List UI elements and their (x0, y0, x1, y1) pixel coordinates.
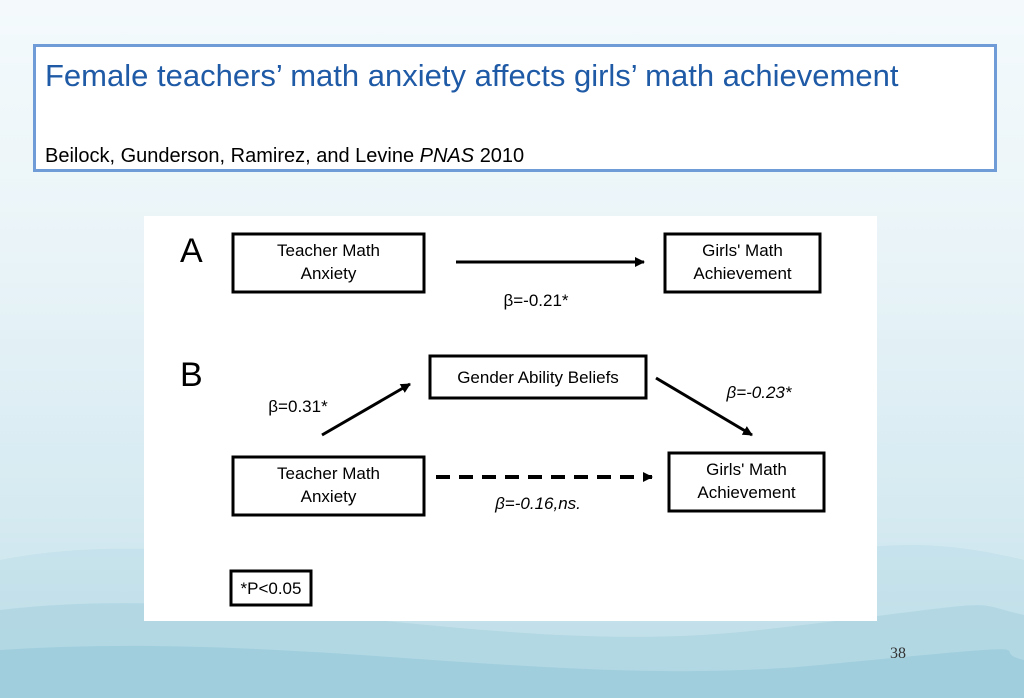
panel-b-target-line-2: Achievement (697, 483, 796, 502)
page-number: 38 (890, 645, 906, 662)
panel-a-edge-label: β=-0.21* (503, 291, 569, 310)
mediation-diagram (144, 216, 877, 621)
panel-b-source-line-1: Teacher Math (277, 464, 380, 483)
panel-b-target-line-1: Girls' Math (706, 460, 787, 479)
panel-b-edge-direct: β=-0.16,ns. (495, 494, 581, 513)
citation-journal: PNAS (419, 145, 475, 167)
mediation-figure (144, 216, 877, 621)
panel-b-edge-mediator-target: β=-0.23* (726, 383, 792, 402)
panel-a-target-line-2: Achievement (693, 264, 792, 283)
footnote-text: *P<0.05 (240, 579, 302, 598)
panel-a-target-line-1: Girls' Math (702, 241, 783, 260)
panel-b-edge-source-mediator: β=0.31* (268, 397, 328, 416)
panel-a-source-line-1: Teacher Math (277, 241, 380, 260)
panel-a-source-line-2: Anxiety (300, 264, 357, 283)
title-box (33, 44, 997, 172)
panel-b-source-line-2: Anxiety (300, 487, 357, 506)
panel-b-mediator-label: Gender Ability Beliefs (457, 368, 619, 387)
panel-a-label: A (180, 232, 203, 270)
panel-b-label: B (180, 356, 203, 394)
panel-b-arrow-source-to-mediator (322, 384, 410, 435)
citation (45, 145, 524, 168)
citation-year: 2010 (479, 145, 525, 167)
citation-authors: Beilock, Gunderson, Ramirez, and Levine (45, 145, 415, 167)
slide-title: Female teachers’ math anxiety affects girls’ math achievement (45, 58, 899, 93)
